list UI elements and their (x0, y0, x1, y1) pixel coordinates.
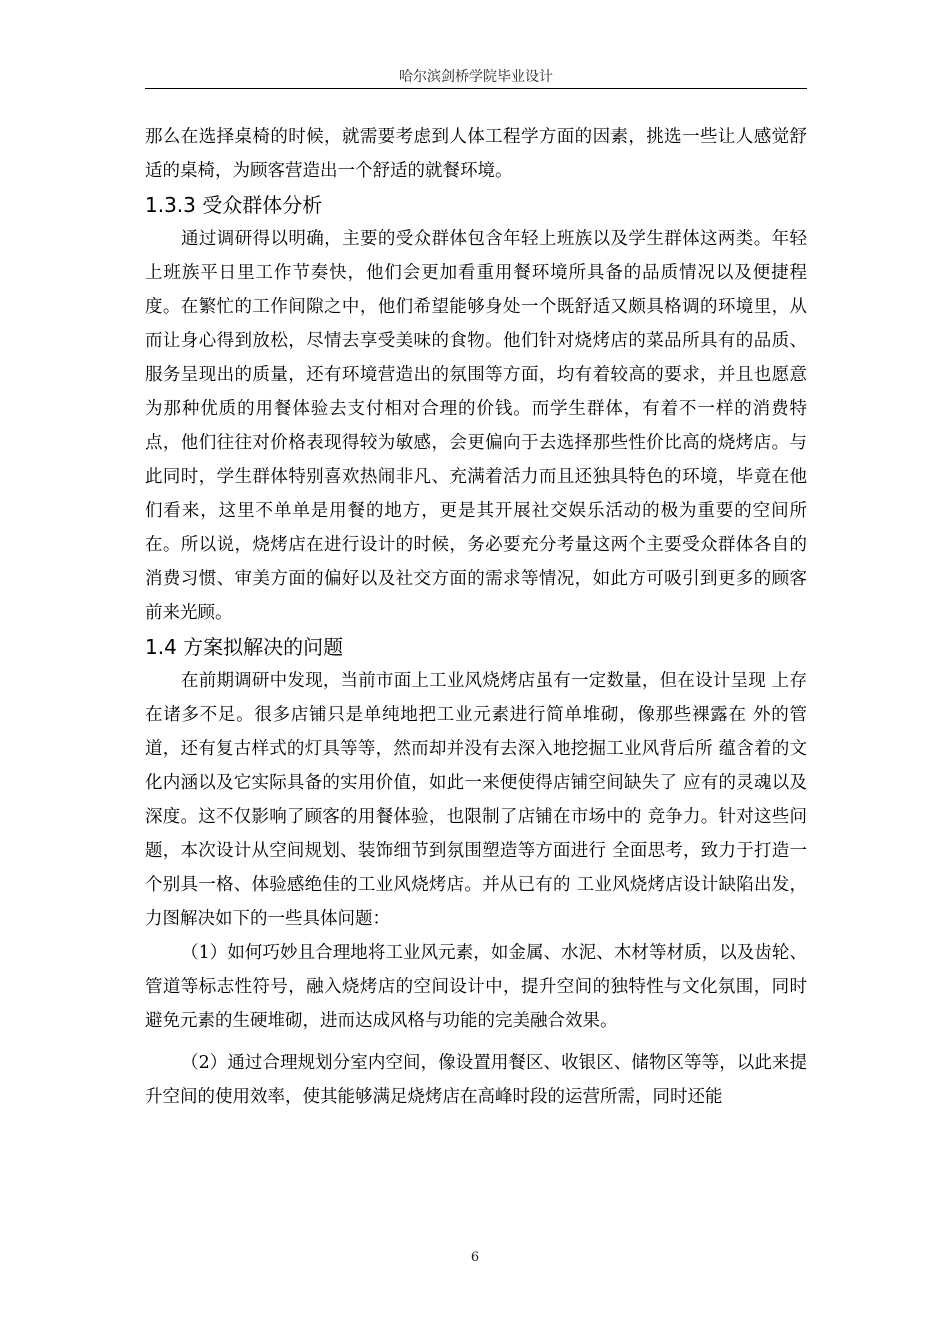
paragraph-intro: 那么在选择桌椅的时候，就需要考虑到人体工程学方面的因素，挑选一些让人感觉舒适的桌椅，为顾客营造出一个舒适的就餐环境。 (145, 127, 807, 181)
paragraph-problems: 在前期调研中发现，当前市面上工业风烧烤店虽有一定数量，但在设计呈现 上存在诸多不足。很多店铺只是单纯地把工业元素进行简单堆砌，像那些裸露在 外的管道，还有复古样式的灯具等等，然而却并没有去深入地挖掘工业风背后所 蕴含着的文化内涵以及它实际具备的实用价值，如此一来便使得店铺空间缺失了 应有的灵魂以及深度。这不仅影响了顾客的用餐体验，也限制了店铺在市场中的 竞争力。针对这些问题，本次设计从空间规划、装饰细节到氛围塑造等方面进行 全面思考，致力于打造一个别具一格、体验感绝佳的工业风烧烤店。并从已有的 工业风烧烤店设计缺陷出发，力图解决如下的一些具体问题： (145, 671, 807, 929)
list-item-2: （2）通过合理规划分室内空间，像设置用餐区、收银区、储物区等等，以此来提升空间的使用效率，使其能够满足烧烤店在高峰时段的运营所需，同时还能 (145, 1053, 807, 1107)
section-heading-1-4: 1.4 方案拟解决的问题 (145, 635, 344, 659)
page-body (145, 120, 807, 1114)
paragraph-audience: 通过调研得以明确，主要的受众群体包含年轻上班族以及学生群体这两类。年轻上班族平日里工作节奏快，他们会更加看重用餐环境所具备的品质情况以及便捷程度。在繁忙的工作间隙之中，他们希望能够身处一个既舒适又颇具格调的环境里，从而让身心得到放松，尽情去享受美味的食物。他们针对烧烤店的菜品所具有的品质、服务呈现出的质量，还有环境营造出的氛围等方面，均有着较高的要求，并且也愿意为那种优质的用餐体验去支付相对合理的价钱。而学生群体，有着不一样的消费特点，他们往往对价格表现得较为敏感，会更偏向于去选择那些性价比高的烧烤店。与此同时，学生群体特别喜欢热闹非凡、充满着活力而且还独具特色的环境，毕竟在他们看来，这里不单单是用餐的地方，更是其开展社交娱乐活动的极为重要的空间所在。所以说，烧烤店在进行设计的时候，务必要充分考量这两个主要受众群体各自的消费习惯、审美方面的偏好以及社交方面的需求等情况，如此方可吸引到更多的顾客前来光顾。 (145, 229, 807, 623)
header-divider (145, 88, 807, 89)
page-number: 6 (470, 1250, 480, 1265)
list-item-1: （1）如何巧妙且合理地将工业风元素，如金属、水泥、木材等材质，以及齿轮、管道等标志性符号，融入烧烤店的空间设计中，提升空间的独特性与文化氛围，同时避免元素的生硬堆砌，进而达成风格与功能的完美融合效果。 (145, 943, 807, 1031)
section-heading-1-3-3: 1.3.3 受众群体分析 (145, 193, 323, 217)
page-header-title: 哈尔滨剑桥学院毕业设计 (399, 69, 553, 85)
